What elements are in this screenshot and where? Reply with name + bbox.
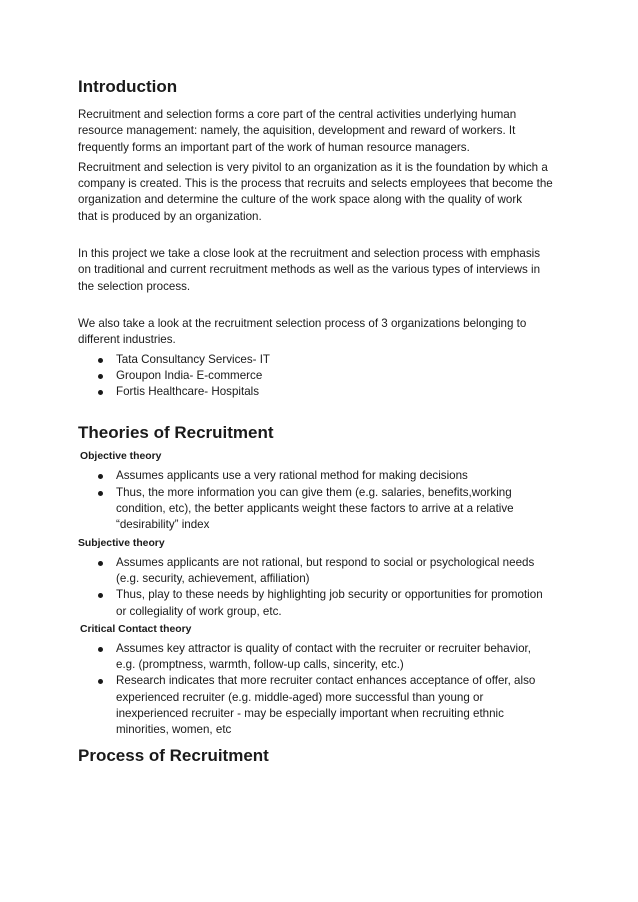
bullet-icon: [98, 561, 103, 566]
list-item: Thus, the more information you can give them (e.g. salaries, benefits,working condition, etc), the better applicants weight these factors to arrive at a relative “desirability” index: [78, 485, 568, 534]
theories-heading: Theories of Recruitment: [78, 423, 274, 443]
document-page: [78, 76, 568, 767]
list-item: Assumes applicants use a very rational method for making decisions: [78, 468, 568, 484]
critical-contact-theory-title: Critical Contact theory: [80, 623, 192, 635]
subjective-theory-list: [78, 555, 568, 620]
bullet-icon: [98, 474, 103, 479]
intro-paragraph-4: We also take a look at the recruitment selection process of 3 organizations belonging to different industries.: [78, 316, 527, 347]
process-heading: Process of Recruitment: [78, 745, 269, 765]
objective-theory-list: [78, 468, 568, 533]
list-item: Thus, play to these needs by highlighting job security or opportunities for promotion or collegiality of work group, etc.: [78, 587, 568, 620]
list-item: Tata Consultancy Services- IT: [78, 352, 568, 368]
bullet-icon: [98, 593, 103, 598]
bullet-icon: [98, 390, 103, 395]
bullet-icon: [98, 647, 103, 652]
objective-theory-title: Objective theory: [80, 451, 162, 463]
critical-contact-theory-list: [78, 641, 568, 739]
list-item: Groupon India- E-commerce: [78, 368, 568, 384]
introduction-heading: Introduction: [78, 77, 178, 96]
intro-paragraph-3: In this project we take a close look at the recruitment and selection process with emphasis on traditional and current recruitment methods as well as the various types of interviews in the selection process.: [78, 247, 541, 293]
list-item: Assumes key attractor is quality of contact with the recruiter or recruiter behavior, e.g. (promptness, warmth, follow-up calls, sincerity, etc.): [78, 641, 568, 674]
list-item: Assumes applicants are not rational, but respond to social or psychological needs (e.g. security, achievement, affiliation): [78, 555, 568, 588]
subjective-theory-title: Subjective theory: [78, 537, 165, 549]
list-item: Research indicates that more recruiter contact enhances acceptance of offer, also experienced recruiter (e.g. middle-aged) more successful than young or inexperienced recruiter - may be especially important when recruiting ethnic minorities, women, etc: [78, 673, 568, 738]
bullet-icon: [98, 679, 103, 684]
intro-paragraph-2: Recruitment and selection is very pivitol to an organization as it is the foundation by which a company is created. This is the process that recruits and selects employees that become the organization and determine the culture of the work space along with the quality of work that is produced by an organization.: [78, 160, 553, 223]
bullet-icon: [98, 491, 103, 496]
intro-paragraph-1: Recruitment and selection forms a core part of the central activities underlying human resource management: namely, the aquisition, development and reward of workers. It frequently forms an important part of the work of human resource managers.: [78, 108, 517, 154]
bullet-icon: [98, 374, 103, 379]
organizations-list: [78, 352, 568, 401]
list-item: Fortis Healthcare- Hospitals: [78, 384, 568, 400]
bullet-icon: [98, 358, 103, 363]
